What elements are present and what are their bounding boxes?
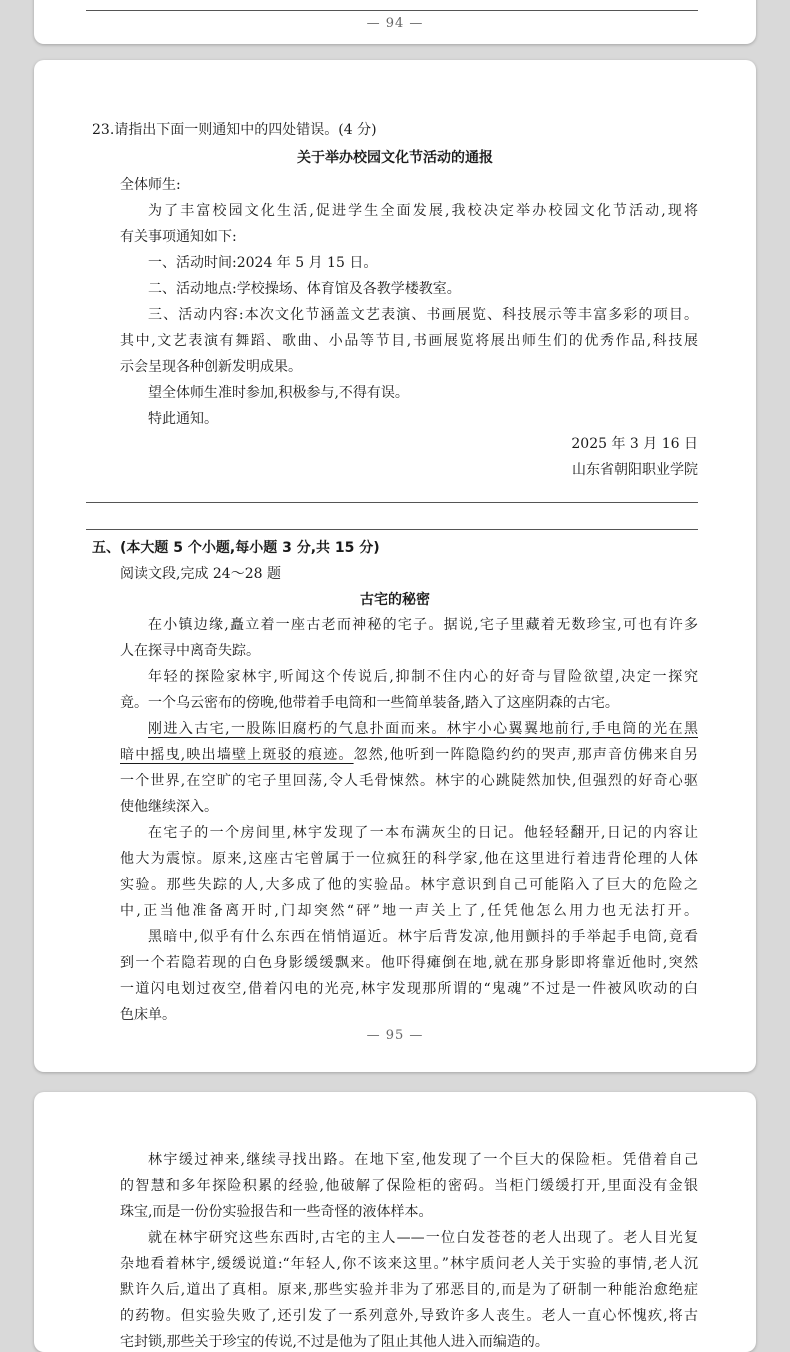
- story-paragraph: 年轻的探险家林宇,听闻这个传说后,抑制不住内心的好奇与冒险欲望,决定一探究: [148, 669, 698, 685]
- story-paragraph: 就在林宇研究这些东西时,古宅的主人——一位白发苍苍的老人出现了。老人目光复: [148, 1230, 698, 1246]
- story-paragraph: 到一个若隐若现的白色身影缓缓飘来。他吓得瘫倒在地,就在那身影即将靠近他时,突然: [120, 955, 698, 971]
- underlined-sentence: 刚进入古宅,一股陈旧腐朽的气息扑面而来。: [148, 721, 447, 737]
- story-paragraph-underlined: [148, 719, 698, 739]
- story-paragraph: 在宅子的一个房间里,林宇发现了一本布满灰尘的日记。他轻轻翻开,日记的内容让: [148, 825, 698, 841]
- story-paragraph: 一个世界,在空旷的宅子里回荡,令人毛骨悚然。林宇的心跳陡然加快,但强烈的好奇心驱: [120, 773, 698, 789]
- story-paragraph: 中,正当他准备离开时,门却突然“砰”地一声关上了,任凭他怎么用力也无法打开。: [120, 903, 698, 919]
- story-paragraph: 的药物。但实验失败了,还引发了一系列意外,导致许多人丧生。老人一直心怀愧疚,将古: [120, 1308, 698, 1324]
- question-23-prompt: 23.请指出下面一则通知中的四处错误。(4 分): [92, 122, 377, 138]
- notice-para: 为了丰富校园文化生活,促进学生全面发展,我校决定举办校园文化节活动,现将: [148, 203, 698, 219]
- page-number-94: — 94 —: [366, 16, 424, 31]
- notice-date: 2025 年 3 月 16 日: [571, 436, 698, 452]
- notice-item-place: 二、活动地点:学校操场、体育馆及各教学楼教室。: [148, 281, 461, 297]
- underlined-sentence: 暗中摇曳,映出墙壁上斑驳的痕迹。: [120, 747, 354, 763]
- story-paragraph-underlined: [120, 745, 698, 765]
- notice-para: 有关事项通知如下:: [120, 229, 237, 245]
- story-title: 古宅的秘密: [360, 592, 430, 608]
- section-5-header: 五、(本大题 5 个小题,每小题 3 分,共 15 分): [92, 540, 380, 556]
- story-paragraph: 在小镇边缘,矗立着一座古老而神秘的宅子。据说,宅子里藏着无数珍宝,可也有许多: [148, 617, 698, 633]
- section-5-instruction: 阅读文段,完成 24～28 题: [120, 566, 281, 582]
- story-text: 忽然,他听到一阵隐隐约约的哭声,那声音仿佛来自另: [353, 747, 698, 763]
- story-paragraph: 的智慧和多年探险积累的经验,他破解了保险柜的密码。当柜门缓缓打开,里面没有金银: [120, 1178, 698, 1194]
- page-number-95: — 95 —: [366, 1028, 424, 1043]
- notice-item-content: 示会呈现各种创新发明成果。: [120, 359, 302, 375]
- section-divider: [86, 529, 698, 530]
- section-divider: [86, 502, 698, 503]
- story-paragraph: 珠宝,而是一份份实验报告和一些奇怪的液体样本。: [120, 1204, 433, 1220]
- notice-item-time: 一、活动时间:2024 年 5 月 15 日。: [148, 255, 378, 271]
- footer-rule: [86, 10, 698, 11]
- story-paragraph: 他大为震惊。原来,这座古宅曾属于一位疯狂的科学家,他在这里进行着违背伦理的人体: [120, 851, 698, 867]
- story-paragraph: 人在探寻中离奇失踪。: [120, 643, 260, 659]
- notice-issuer: 山东省朝阳职业学院: [572, 462, 698, 478]
- story-paragraph: 竟。一个乌云密布的傍晚,他带着手电筒和一些简单装备,踏入了这座阴森的古宅。: [120, 695, 619, 711]
- story-paragraph: 黑暗中,似乎有什么东西在悄悄逼近。林宇后背发凉,他用颤抖的手举起手电筒,竟看: [148, 929, 698, 945]
- notice-title: 关于举办校园文化节活动的通报: [297, 150, 493, 166]
- underlined-sentence-cont: 林宇小心翼翼地前行,手电筒的光在黑: [446, 721, 699, 737]
- story-paragraph: 一道闪电划过夜空,借着闪电的光亮,林宇发现那所谓的“鬼魂”不过是一件被风吹动的白: [120, 981, 698, 997]
- story-paragraph: 宅封锁,那些关于珍宝的传说,不过是他为了阻止其他人进入而编造的。: [120, 1334, 549, 1350]
- notice-closing: 望全体师生准时参加,积极参与,不得有误。: [148, 385, 409, 401]
- story-paragraph: 实验。那些失踪的人,大多成了他的实验品。林宇意识到自己可能陷入了巨大的危险之: [120, 877, 698, 893]
- story-paragraph: 色床单。: [120, 1007, 176, 1023]
- story-paragraph: 杂地看着林宇,缓缓说道:“年轻人,你不该来这里。”林宇质问老人关于实验的事情,老人沉: [120, 1256, 698, 1272]
- notice-item-content: 其中,文艺表演有舞蹈、歌曲、小品等节目,书画展览将展出师生们的优秀作品,科技展: [120, 333, 698, 349]
- story-paragraph: 使他继续深入。: [120, 799, 218, 815]
- story-paragraph: 默许久后,道出了真相。原来,那些实验并非为了邪恶目的,而是为了研制一种能治愈绝症: [120, 1282, 698, 1298]
- story-paragraph: 林宇缓过神来,继续寻找出路。在地下室,他发现了一个巨大的保险柜。凭借着自己: [148, 1152, 698, 1168]
- notice-salutation: 全体师生:: [120, 177, 181, 193]
- notice-closing: 特此通知。: [148, 411, 218, 427]
- notice-item-content: 三、活动内容:本次文化节涵盖文艺表演、书画展览、科技展示等丰富多彩的项目。: [148, 307, 698, 323]
